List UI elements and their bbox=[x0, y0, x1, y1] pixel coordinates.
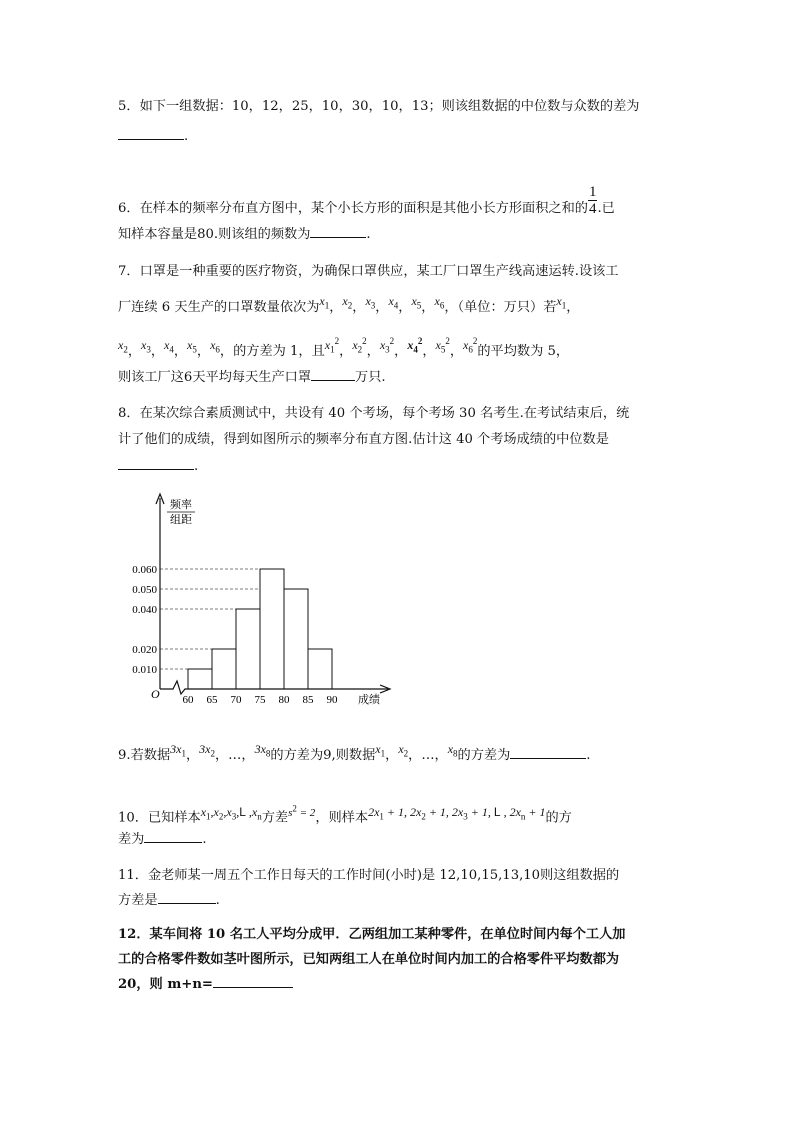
x-tick-label: 80 bbox=[278, 694, 290, 706]
x-tick-label: 70 bbox=[230, 694, 242, 706]
question-8-line3: . bbox=[118, 456, 678, 477]
frequency-histogram bbox=[120, 490, 400, 710]
question-11: 11．金老师某一周五个工作日每天的工作时间(小时)是 12,10,15,13,10则这组数据的 bbox=[118, 868, 620, 883]
answer-blank[interactable] bbox=[144, 829, 202, 843]
question-12-line3: 20，则 m+n= bbox=[118, 974, 678, 995]
y-tick-label: 0.060 bbox=[132, 564, 157, 576]
question-6-line2: 知样本容量是80.则该组的频数为 . bbox=[118, 224, 678, 245]
histogram-bar-85-90 bbox=[308, 649, 332, 689]
histogram-bar-80-85 bbox=[284, 589, 308, 689]
question-6: 6．在样本的频率分布直方图中，某个小长方形的面积是其他小长方形面积之和的 $\frac{1}{4}$ .已 bbox=[118, 184, 615, 217]
question-7-line4: 则该工厂这6天平均每天生产口罩 万只. bbox=[118, 367, 678, 388]
y-tick-label: 0.040 bbox=[132, 604, 157, 616]
y-label-top: 频率 bbox=[170, 499, 192, 511]
question-8: 8．在某次综合素质测试中，共设有 40 个考场，每个考场 30 名考生.在考试结束后，统 bbox=[118, 406, 630, 421]
x-axis-label: 成绩 bbox=[358, 694, 380, 706]
question-9: 9.若数据$3x_1$，$3x_2$，…，$3x_8$的方差为9,则数据$x_1$，$x_2$，…，$x_8$的方差为 . bbox=[118, 742, 591, 763]
y-tick-label: 0.020 bbox=[132, 644, 157, 656]
answer-blank[interactable] bbox=[311, 367, 355, 381]
histogram-bar-75-80 bbox=[260, 569, 284, 689]
question-12: 12．某车间将 10 名工人平均分成甲．乙两组加工某种零件，在单位时间内每个工人加 bbox=[118, 927, 626, 942]
answer-blank[interactable] bbox=[510, 745, 586, 759]
question-7-line3: $x_2$，$x_3$，$x_4$，$x_5$，$x_6$，的方差为 1，且$x_1^2$，$x_2^2$，$x_3^2$，$x_4^2$，$x_5^2$，$x_6^2$的平均数为 5， bbox=[118, 336, 570, 359]
q6-text: 6．在样本的频率分布直方图中，某个小长方形的面积是其他小长方形面积之和的 bbox=[118, 201, 588, 216]
answer-blank[interactable] bbox=[158, 890, 216, 904]
question-7: 7．口罩是一种重要的医疗物资，为确保口罩供应，某工厂口罩生产线高速运转.设该工 bbox=[118, 264, 619, 279]
x-tick-label: 65 bbox=[206, 694, 218, 706]
question-12-line2: 工的合格零件数如茎叶图所示，已知两组工人在单位时间内加工的合格零件平均数都为 bbox=[118, 952, 620, 967]
question-5 bbox=[118, 97, 678, 117]
y-tick-label: 0.010 bbox=[132, 664, 157, 676]
question-10-line2: 差为 . bbox=[118, 829, 678, 850]
x-tick-label: 90 bbox=[326, 694, 338, 706]
histogram-bar-70-75 bbox=[236, 609, 260, 689]
question-8-line2: 计了他们的成绩，得到如图所示的频率分布直方图.估计这 40 个考场成绩的中位数是 bbox=[118, 432, 609, 447]
answer-blank[interactable] bbox=[118, 126, 184, 140]
y-label-bottom: 组距 bbox=[170, 514, 192, 526]
x-tick-label: 85 bbox=[302, 694, 314, 706]
x-tick-label: 60 bbox=[182, 694, 194, 706]
histogram-bar-65-70 bbox=[212, 649, 236, 689]
x-tick-label: 75 bbox=[254, 694, 266, 706]
origin-label: O bbox=[151, 687, 160, 701]
fraction-one-quarter: $\frac{1}{4}$ bbox=[588, 184, 597, 217]
question-10: 10．已知样本$x_1,x_2,x_3,L$ $,x_n$方差$^{s^2 = 2}$，则样本$2x_1 + 1$, $2x_2 + 1$, $2x_3 + 1$, L , $2x_n + 1$的方 bbox=[118, 803, 572, 826]
answer-blank[interactable] bbox=[118, 456, 194, 470]
question-11-line2: 方差是 . bbox=[118, 890, 678, 911]
answer-blank[interactable] bbox=[213, 974, 293, 988]
question-5-line2: . bbox=[118, 126, 678, 147]
answer-blank[interactable] bbox=[310, 224, 366, 238]
q5-text: 5．如下一组数据：10，12，25，10，30，10，13；则该组数据的中位数与众数的差为 bbox=[118, 99, 640, 114]
histogram-bar-60-65 bbox=[188, 669, 212, 689]
y-tick-label: 0.050 bbox=[132, 584, 157, 596]
question-7-line2: 厂连续 6 天生产的口罩数量依次为$x_1$，$x_2$，$x_3$，$x_4$，$x_5$，$x_6$，（单位：万只）若$x_1$， bbox=[118, 294, 580, 315]
